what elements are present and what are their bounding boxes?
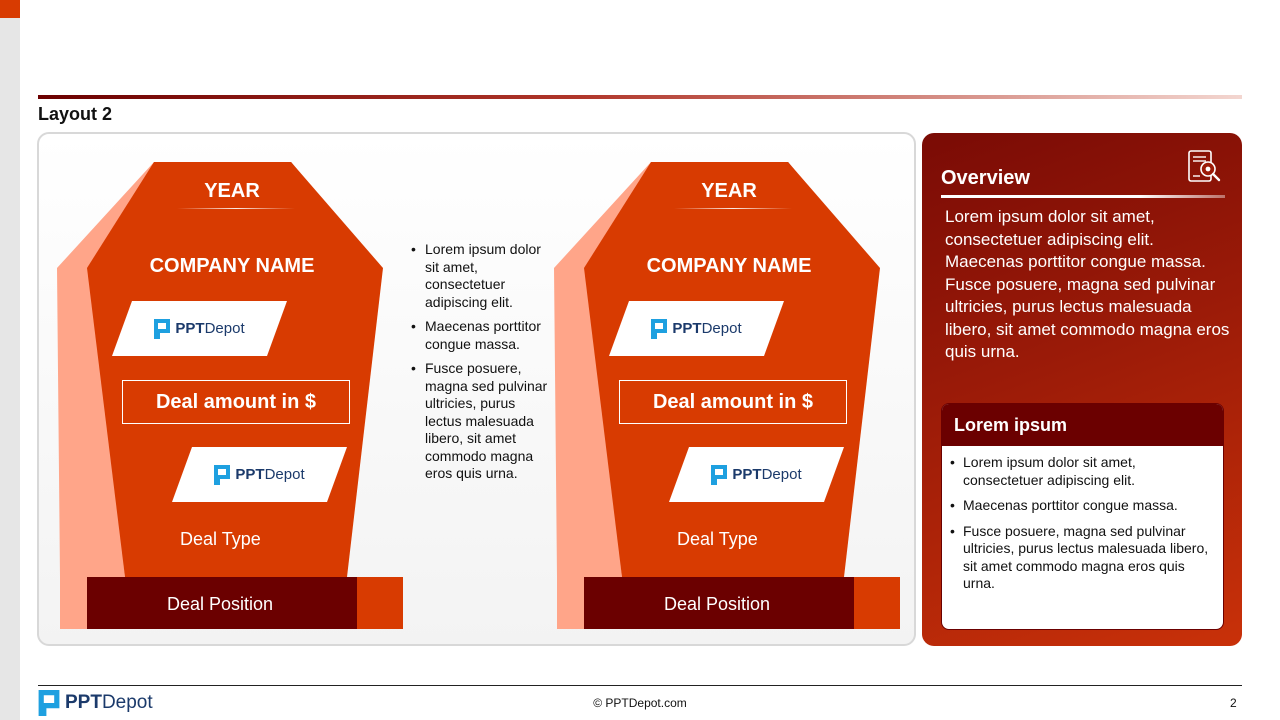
company-name: COMPANY NAME bbox=[646, 255, 812, 277]
logo-wordmark: PPTDepot bbox=[732, 466, 802, 483]
year-underline bbox=[177, 208, 295, 209]
company-logo-bottom bbox=[669, 447, 844, 502]
pptdepot-logo-icon bbox=[651, 319, 667, 339]
deal-type-label: Deal Type bbox=[180, 529, 261, 549]
page-number: 2 bbox=[1230, 696, 1237, 710]
overview-text: Lorem ipsum dolor sit amet, consectetuer adipiscing elit. Maecenas porttitor congue massa. Fusce posuere, magna sed pulvinar ultricies, purus lectus malesuada libero, sit amet commodo magna eros quis urna. bbox=[945, 207, 1230, 361]
deal-type-label: Deal Type bbox=[677, 529, 758, 549]
copyright-text: © PPTDepot.com bbox=[593, 696, 687, 710]
title-divider bbox=[38, 95, 1242, 99]
list-item: • Lorem ipsum dolor sit amet, consectetuer adipiscing elit. bbox=[411, 241, 551, 311]
logo-wordmark: PPTDepot bbox=[672, 320, 742, 337]
page-title: Layout 2 bbox=[38, 104, 113, 124]
pptdepot-logo-icon bbox=[214, 465, 230, 485]
deal-card-1 bbox=[57, 162, 407, 630]
corner-accent bbox=[0, 0, 20, 18]
deal-position-label: Deal Position bbox=[663, 594, 771, 614]
list-item: • Lorem ipsum dolor sit amet, consectetuer adipiscing elit. bbox=[963, 454, 1213, 489]
logo-wordmark: PPTDepot bbox=[65, 692, 153, 713]
year-label: YEAR bbox=[701, 180, 757, 202]
lorem-card-title: Lorem ipsum bbox=[942, 404, 1223, 446]
lorem-ipsum-card bbox=[941, 403, 1224, 630]
deal-amount-box: Deal amount in $ bbox=[619, 380, 847, 424]
logo-wordmark: PPTDepot bbox=[175, 320, 245, 337]
company-name: COMPANY NAME bbox=[149, 255, 315, 277]
company-logo-top bbox=[609, 301, 784, 356]
year-label: YEAR bbox=[204, 180, 260, 202]
list-item: • Fusce posuere, magna sed pulvinar ultricies, purus lectus malesuada libero, sit amet commodo magna eros quis urna. bbox=[963, 523, 1213, 593]
document-search-icon bbox=[1186, 149, 1222, 185]
company-logo-bottom bbox=[172, 447, 347, 502]
list-item: • Fusce posuere, magna sed pulvinar ultricies, purus lectus malesuada libero, sit amet commodo magna eros quis urna. bbox=[411, 360, 551, 483]
left-edge-strip bbox=[0, 0, 20, 720]
company-logo-top bbox=[112, 301, 287, 356]
pptdepot-logo-icon bbox=[711, 465, 727, 485]
list-item: • Maecenas porttitor congue massa. bbox=[963, 497, 1213, 515]
overview-title: Overview bbox=[941, 167, 1030, 189]
deal-position-label: Deal Position bbox=[166, 594, 274, 614]
footer-divider bbox=[38, 685, 1242, 686]
overview-panel bbox=[922, 133, 1242, 646]
deal-amount-box: Deal amount in $ bbox=[122, 380, 350, 424]
deal-card-2 bbox=[554, 162, 904, 630]
lorem-card-bullets bbox=[942, 446, 1223, 593]
list-item: • Maecenas porttitor congue massa. bbox=[411, 318, 551, 353]
middle-bullet-list bbox=[411, 241, 551, 490]
overview-divider bbox=[941, 195, 1225, 198]
year-underline bbox=[674, 208, 792, 209]
logo-wordmark: PPTDepot bbox=[235, 466, 305, 483]
pptdepot-logo-icon bbox=[154, 319, 170, 339]
